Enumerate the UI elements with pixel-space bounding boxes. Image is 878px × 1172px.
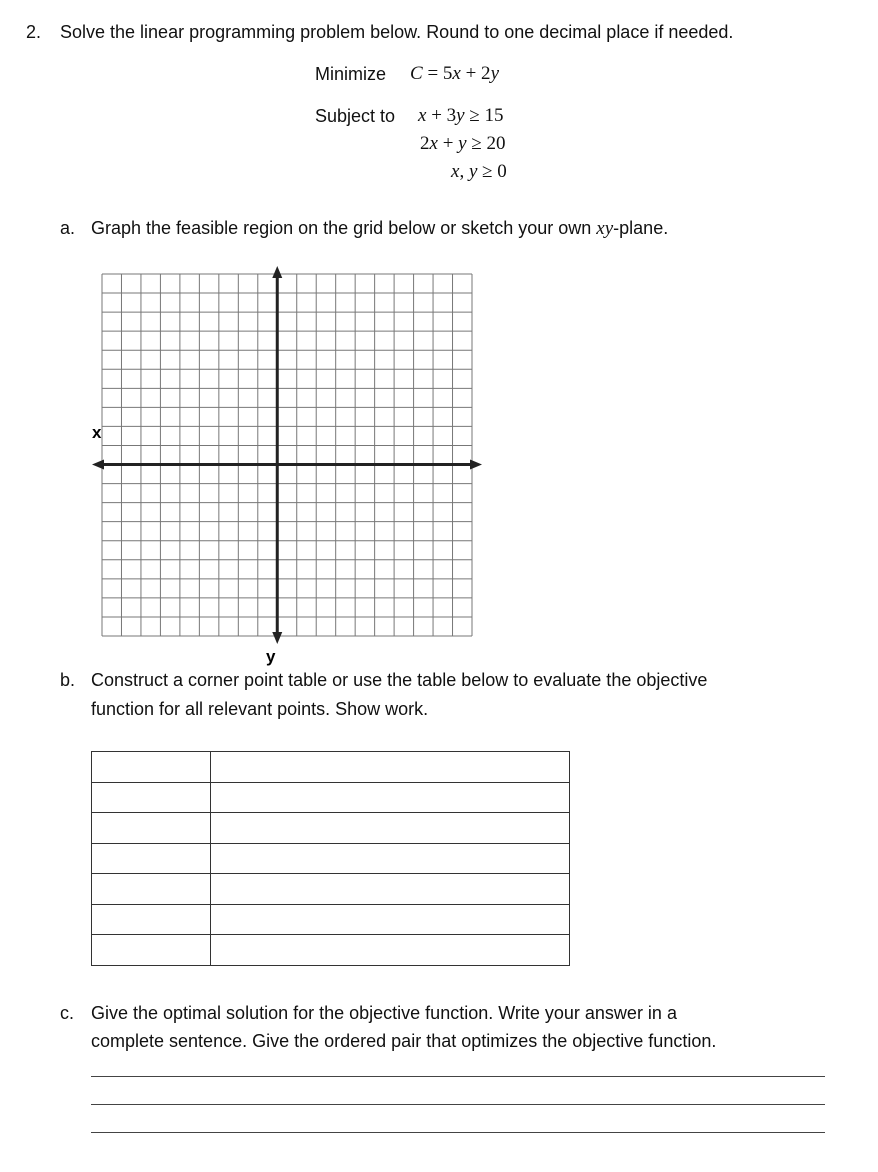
table-row [92, 874, 570, 905]
y-axis-arrow-down [272, 632, 282, 644]
part-a-text: Graph the feasible region on the grid below or sketch your own xy-plane. [91, 218, 669, 239]
corner-point-cell[interactable] [92, 935, 211, 966]
y-axis-arrow-up [272, 266, 282, 278]
table-row [92, 782, 570, 813]
objective-value-cell[interactable] [211, 782, 570, 813]
problem-number: 2. [26, 22, 42, 42]
answer-line-2[interactable] [91, 1104, 825, 1105]
objective-value-cell[interactable] [211, 843, 570, 874]
corner-point-cell[interactable] [92, 782, 211, 813]
table-row [92, 752, 570, 783]
problem-prompt: Solve the linear programming problem below. Round to one decimal place if needed. [60, 22, 734, 42]
objective-value-cell[interactable] [211, 752, 570, 783]
answer-line-3[interactable] [91, 1132, 825, 1133]
axes [92, 266, 482, 644]
corner-point-cell[interactable] [92, 843, 211, 874]
grid-lines [102, 274, 472, 636]
corner-point-table [91, 751, 570, 966]
corner-point-cell[interactable] [92, 813, 211, 844]
constraint-1: x + 3y ≥ 15 [418, 105, 504, 126]
table-row [92, 813, 570, 844]
part-b-letter: b. [60, 670, 76, 690]
x-axis-label: x [92, 423, 102, 442]
part-a-letter: a. [60, 218, 76, 238]
part-b-line2: function for all relevant points. Show work. [91, 699, 429, 719]
table-row [92, 935, 570, 966]
constraint-3: x, y ≥ 0 [451, 161, 507, 182]
objective-value-cell[interactable] [211, 813, 570, 844]
constraint-2: 2x + y ≥ 20 [420, 133, 506, 154]
objective-value-cell[interactable] [211, 874, 570, 905]
x-axis-arrow-left [92, 460, 104, 470]
subject-to-label: Subject to [315, 106, 396, 126]
corner-point-cell[interactable] [92, 904, 211, 935]
table-row [92, 843, 570, 874]
table-row [92, 904, 570, 935]
corner-point-cell[interactable] [92, 752, 211, 783]
objective-function: C = 5x + 2y [410, 63, 499, 84]
y-axis-label: y [266, 647, 276, 666]
corner-point-cell[interactable] [92, 874, 211, 905]
coordinate-grid[interactable] [92, 266, 482, 666]
objective-value-cell[interactable] [211, 904, 570, 935]
objective-value-cell[interactable] [211, 935, 570, 966]
part-b-line1: Construct a corner point table or use the table below to evaluate the objective [91, 670, 708, 690]
answer-line-1[interactable] [91, 1076, 825, 1077]
part-c-line1: Give the optimal solution for the objective function. Write your answer in a [91, 1003, 677, 1023]
part-c-letter: c. [60, 1003, 75, 1023]
minimize-label: Minimize [315, 64, 387, 84]
part-c-line2: complete sentence. Give the ordered pair that optimizes the objective function. [91, 1031, 717, 1051]
x-axis-arrow-right [470, 460, 482, 470]
